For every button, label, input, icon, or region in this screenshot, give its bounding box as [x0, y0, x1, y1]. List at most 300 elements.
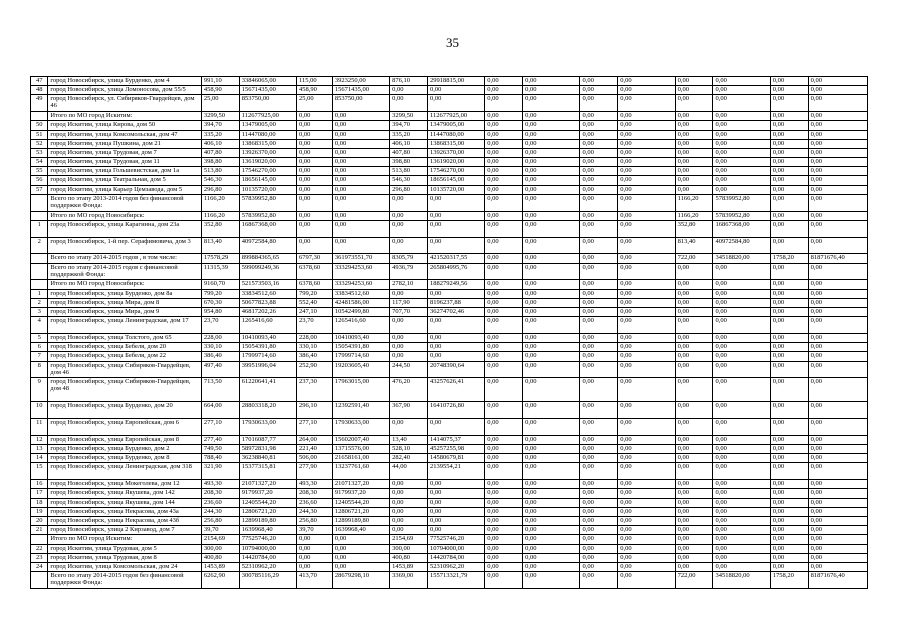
value-cell: 3299,50 [201, 112, 239, 121]
value-cell: 247,10 [297, 307, 333, 316]
value-cell: 0,00 [808, 454, 867, 463]
value-cell: 52310962,20 [239, 562, 296, 571]
value-cell: 17930633,00 [332, 419, 389, 436]
table-row [31, 77, 868, 86]
value-cell: 0,00 [808, 130, 867, 139]
value-cell: 0,00 [770, 535, 808, 544]
value-cell: 0,00 [675, 298, 713, 307]
row-number-cell: 56 [31, 176, 48, 185]
value-cell: 386,40 [201, 352, 239, 361]
value-cell: 0,00 [675, 480, 713, 489]
value-cell: 3369,00 [390, 572, 428, 589]
row-number-cell: 10 [31, 402, 48, 419]
row-number-cell: 1 [31, 289, 48, 298]
address-cell: город Искитим, улица Трудовая, дом 11 [48, 158, 201, 167]
value-cell: 277,10 [201, 419, 239, 436]
address-cell: город Искитим, улица Гольшевистская, дом 1а [48, 167, 201, 176]
row-number-cell [31, 112, 48, 121]
value-cell: 0,00 [713, 121, 770, 130]
value-cell: 0,00 [332, 562, 389, 571]
value-cell: 0,00 [485, 463, 523, 480]
value-cell: 1166,20 [201, 194, 239, 211]
value-cell: 34518820,00 [713, 254, 770, 263]
address-cell: Всего по этапу 2013-2014 годов без финансовой поддержки Фонда: [48, 194, 201, 211]
value-cell: 0,00 [808, 402, 867, 419]
value-cell: 0,00 [808, 220, 867, 237]
table-row [31, 544, 868, 553]
value-cell: 0,00 [808, 361, 867, 378]
value-cell: 0,00 [427, 220, 484, 237]
value-cell: 0,00 [485, 361, 523, 378]
value-cell: 112677925,00 [427, 112, 484, 121]
value-cell: 0,00 [770, 86, 808, 95]
value-cell: 117,90 [390, 298, 428, 307]
value-cell: 77525746,20 [239, 535, 296, 544]
value-cell: 0,00 [618, 86, 675, 95]
value-cell: 0,00 [618, 419, 675, 436]
table-row [31, 307, 868, 316]
value-cell: 0,00 [390, 289, 428, 298]
value-cell: 17999714,60 [239, 352, 296, 361]
value-cell: 0,00 [297, 211, 333, 220]
value-cell: 0,00 [675, 419, 713, 436]
table-row [31, 139, 868, 148]
value-cell: 0,00 [808, 378, 867, 402]
value-cell: 0,00 [332, 176, 389, 185]
value-cell: 16410726,80 [427, 402, 484, 419]
value-cell: 0,00 [713, 361, 770, 378]
value-cell: 0,00 [770, 435, 808, 444]
value-cell: 0,00 [808, 419, 867, 436]
value-cell: 236,60 [201, 498, 239, 507]
value-cell: 458,90 [201, 86, 239, 95]
value-cell: 10794000,00 [239, 544, 296, 553]
value-cell: 0,00 [580, 112, 618, 121]
value-cell: 0,00 [770, 112, 808, 121]
value-cell: 394,70 [201, 121, 239, 130]
value-cell: 0,00 [808, 562, 867, 571]
value-cell: 528,10 [390, 445, 428, 454]
value-cell: 0,00 [770, 562, 808, 571]
value-cell: 58972831,98 [239, 445, 296, 454]
value-cell: 0,00 [580, 419, 618, 436]
row-number-cell: 21 [31, 526, 48, 535]
table-row [31, 130, 868, 139]
value-cell: 0,00 [808, 307, 867, 316]
value-cell: 0,00 [580, 553, 618, 562]
value-cell: 421520317,55 [427, 254, 484, 263]
value-cell: 0,00 [523, 148, 580, 157]
value-cell: 0,00 [713, 507, 770, 516]
value-cell: 0,00 [770, 553, 808, 562]
value-cell: 0,00 [808, 298, 867, 307]
value-cell: 16867368,00 [239, 220, 296, 237]
value-cell: 0,00 [808, 121, 867, 130]
row-number-cell: 12 [31, 435, 48, 444]
value-cell: 13479005,00 [427, 121, 484, 130]
value-cell: 0,00 [808, 148, 867, 157]
value-cell: 9179937,20 [332, 489, 389, 498]
value-cell: 0,00 [427, 526, 484, 535]
value-cell: 57839952,80 [239, 194, 296, 211]
value-cell: 0,00 [523, 480, 580, 489]
value-cell: 506,00 [297, 454, 333, 463]
value-cell: 813,40 [675, 237, 713, 254]
address-cell: город Новосибирск, улица Бурденко, дом 8 [48, 454, 201, 463]
row-number-cell [31, 263, 48, 280]
value-cell: 0,00 [770, 176, 808, 185]
value-cell: 155713321,79 [427, 572, 484, 589]
value-cell: 10542499,80 [332, 307, 389, 316]
value-cell: 0,00 [770, 139, 808, 148]
value-cell: 330,10 [297, 343, 333, 352]
value-cell: 208,30 [297, 489, 333, 498]
value-cell: 0,00 [675, 167, 713, 176]
value-cell: 300785116,29 [239, 572, 296, 589]
value-cell: 0,00 [770, 121, 808, 130]
address-cell: город Искитим, улица Трудовая, дом 8 [48, 553, 201, 562]
value-cell: 34518820,00 [713, 572, 770, 589]
row-number-cell: 9 [31, 378, 48, 402]
address-cell: город Новосибирск, улица 2 Кирзавод, дом 7 [48, 526, 201, 535]
value-cell: 0,00 [713, 526, 770, 535]
address-cell: город Новосибирск, 1-й пер. Серафимовича, дом 3 [48, 237, 201, 254]
value-cell: 3299,50 [390, 112, 428, 121]
value-cell: 81871676,40 [808, 572, 867, 589]
value-cell: 11315,39 [201, 263, 239, 280]
value-cell: 0,00 [297, 553, 333, 562]
value-cell: 0,00 [770, 158, 808, 167]
value-cell: 33834512,60 [239, 289, 296, 298]
value-cell: 0,00 [523, 454, 580, 463]
value-cell: 0,00 [485, 121, 523, 130]
table-row [31, 254, 868, 263]
table-row [31, 445, 868, 454]
value-cell: 0,00 [618, 220, 675, 237]
value-cell: 0,00 [618, 553, 675, 562]
value-cell: 300,00 [201, 544, 239, 553]
value-cell: 0,00 [390, 498, 428, 507]
value-cell: 0,00 [808, 517, 867, 526]
value-cell: 0,00 [580, 507, 618, 516]
value-cell: 788,40 [201, 454, 239, 463]
table-row [31, 489, 868, 498]
value-cell: 0,00 [770, 298, 808, 307]
value-cell: 0,00 [808, 185, 867, 194]
value-cell: 0,00 [523, 435, 580, 444]
address-cell: Итого по МО город Новосибирск: [48, 211, 201, 220]
value-cell: 0,00 [297, 148, 333, 157]
value-cell: 0,00 [675, 77, 713, 86]
value-cell: 0,00 [713, 352, 770, 361]
value-cell: 0,00 [675, 130, 713, 139]
value-cell: 16867368,00 [713, 220, 770, 237]
table-row [31, 237, 868, 254]
value-cell: 0,00 [485, 419, 523, 436]
value-cell: 0,00 [618, 435, 675, 444]
row-number-cell: 14 [31, 454, 48, 463]
value-cell: 749,50 [201, 445, 239, 454]
value-cell: 0,00 [580, 562, 618, 571]
address-cell: город Новосибирск, улица Ленинградская, дом 318 [48, 463, 201, 480]
value-cell: 0,00 [523, 289, 580, 298]
value-cell: 0,00 [618, 298, 675, 307]
value-cell: 0,00 [485, 194, 523, 211]
address-cell: город Новосибирск, улица Европейская, дом 6 [48, 419, 201, 436]
value-cell: 1639968,40 [239, 526, 296, 535]
value-cell: 0,00 [390, 419, 428, 436]
value-cell: 0,00 [618, 280, 675, 289]
value-cell: 0,00 [618, 402, 675, 419]
value-cell: 6262,90 [201, 572, 239, 589]
value-cell: 29918815,00 [427, 77, 484, 86]
value-cell: 15377315,81 [239, 463, 296, 480]
value-cell: 18656145,00 [239, 176, 296, 185]
value-cell: 0,00 [580, 121, 618, 130]
value-cell: 0,00 [713, 148, 770, 157]
value-cell: 0,00 [523, 194, 580, 211]
value-cell: 50677823,88 [239, 298, 296, 307]
value-cell: 296,10 [297, 402, 333, 419]
value-cell: 12405544,20 [239, 498, 296, 507]
value-cell: 0,00 [618, 562, 675, 571]
value-cell: 0,00 [618, 378, 675, 402]
value-cell: 0,00 [580, 435, 618, 444]
value-cell: 12899189,80 [239, 517, 296, 526]
value-cell: 0,00 [523, 553, 580, 562]
value-cell: 20748390,64 [427, 361, 484, 378]
value-cell: 0,00 [580, 211, 618, 220]
value-cell: 0,00 [770, 402, 808, 419]
value-cell: 0,00 [618, 352, 675, 361]
value-cell: 0,00 [523, 254, 580, 263]
table-row [31, 112, 868, 121]
value-cell: 10135720,00 [239, 185, 296, 194]
value-cell: 0,00 [485, 307, 523, 316]
value-cell: 0,00 [618, 130, 675, 139]
value-cell: 813,40 [201, 237, 239, 254]
address-cell: Итого по МО город Искитим: [48, 112, 201, 121]
value-cell: 0,00 [618, 139, 675, 148]
value-cell: 0,00 [770, 526, 808, 535]
value-cell: 0,00 [770, 289, 808, 298]
value-cell: 0,00 [485, 572, 523, 589]
value-cell: 0,00 [675, 361, 713, 378]
value-cell: 39,70 [201, 526, 239, 535]
value-cell: 0,00 [580, 544, 618, 553]
value-cell: 0,00 [770, 77, 808, 86]
value-cell: 335,20 [201, 130, 239, 139]
value-cell: 0,00 [485, 289, 523, 298]
value-cell: 0,00 [713, 378, 770, 402]
value-cell: 0,00 [523, 158, 580, 167]
address-cell: Всего по этапу 2014-2015 годов , в том числе: [48, 254, 201, 263]
value-cell: 0,00 [427, 95, 484, 112]
value-cell: 0,00 [675, 544, 713, 553]
value-cell: 0,00 [485, 507, 523, 516]
address-cell: город Новосибирск, улица Сибиряков-Гвардейцев, дом 48 [48, 378, 201, 402]
value-cell: 228,00 [297, 333, 333, 342]
value-cell: 0,00 [485, 77, 523, 86]
value-cell: 0,00 [390, 220, 428, 237]
address-cell: город Новосибирск, улица Мира, дом 9 [48, 307, 201, 316]
value-cell: 0,00 [675, 289, 713, 298]
value-cell: 0,00 [485, 95, 523, 112]
value-cell: 0,00 [297, 176, 333, 185]
value-cell: 0,00 [523, 185, 580, 194]
value-cell: 0,00 [713, 463, 770, 480]
value-cell: 0,00 [808, 289, 867, 298]
value-cell: 264,00 [297, 435, 333, 444]
value-cell: 4936,79 [390, 263, 428, 280]
value-cell: 0,00 [485, 535, 523, 544]
value-cell: 43257626,41 [427, 378, 484, 402]
value-cell: 0,00 [297, 194, 333, 211]
value-cell: 17546270,00 [239, 167, 296, 176]
value-cell: 853750,00 [239, 95, 296, 112]
value-cell: 0,00 [713, 77, 770, 86]
row-number-cell: 11 [31, 419, 48, 436]
table-row [31, 454, 868, 463]
value-cell: 0,00 [675, 121, 713, 130]
value-cell: 14420784,00 [427, 553, 484, 562]
value-cell: 0,00 [713, 343, 770, 352]
table-row [31, 562, 868, 571]
row-number-cell [31, 211, 48, 220]
value-cell: 0,00 [675, 553, 713, 562]
value-cell: 0,00 [618, 526, 675, 535]
value-cell: 546,30 [390, 176, 428, 185]
value-cell: 722,00 [675, 572, 713, 589]
address-cell: город Новосибирск, улица Сибиряков-Гвардейцев, дом 46 [48, 361, 201, 378]
value-cell: 0,00 [770, 361, 808, 378]
value-cell: 330,10 [201, 343, 239, 352]
value-cell: 0,00 [808, 77, 867, 86]
value-cell: 0,00 [713, 498, 770, 507]
value-cell: 0,00 [808, 167, 867, 176]
value-cell: 77525746,20 [427, 535, 484, 544]
value-cell: 13619020,00 [239, 158, 296, 167]
value-cell: 0,00 [332, 544, 389, 553]
value-cell: 899884365,65 [239, 254, 296, 263]
value-cell: 282,40 [390, 454, 428, 463]
value-cell: 28679298,10 [332, 572, 389, 589]
row-number-cell [31, 535, 48, 544]
value-cell: 18656145,00 [427, 176, 484, 185]
value-cell: 8196237,88 [427, 298, 484, 307]
value-cell: 0,00 [618, 211, 675, 220]
value-cell: 0,00 [770, 489, 808, 498]
table-row [31, 402, 868, 419]
value-cell: 46817202,26 [239, 307, 296, 316]
value-cell: 36238840,81 [239, 454, 296, 463]
value-cell: 10135720,00 [427, 185, 484, 194]
value-cell: 0,00 [618, 176, 675, 185]
value-cell: 0,00 [332, 121, 389, 130]
value-cell: 0,00 [713, 298, 770, 307]
value-cell: 0,00 [713, 130, 770, 139]
value-cell: 0,00 [770, 280, 808, 289]
row-number-cell: 55 [31, 167, 48, 176]
value-cell: 0,00 [713, 480, 770, 489]
value-cell: 57839952,80 [713, 211, 770, 220]
value-cell: 0,00 [523, 130, 580, 139]
value-cell: 3923250,00 [332, 77, 389, 86]
value-cell: 0,00 [580, 535, 618, 544]
value-cell: 0,00 [390, 317, 428, 334]
value-cell: 0,00 [675, 445, 713, 454]
value-cell: 0,00 [713, 454, 770, 463]
value-cell: 799,20 [201, 289, 239, 298]
value-cell: 0,00 [523, 562, 580, 571]
address-cell: город Искитим, улица Комсомольская, дом 47 [48, 130, 201, 139]
address-cell: город Новосибирск, улица Бурденко, дом 8а [48, 289, 201, 298]
value-cell: 1453,89 [201, 562, 239, 571]
value-cell: 991,10 [201, 77, 239, 86]
value-cell: 17578,29 [201, 254, 239, 263]
value-cell: 0,00 [618, 544, 675, 553]
value-cell: 0,00 [580, 333, 618, 342]
value-cell: 0,00 [485, 139, 523, 148]
value-cell: 0,00 [808, 489, 867, 498]
address-cell: Итого по МО город Новосибирск: [48, 280, 201, 289]
value-cell: 400,80 [390, 553, 428, 562]
value-cell: 1166,20 [675, 194, 713, 211]
value-cell: 0,00 [523, 280, 580, 289]
value-cell: 0,00 [808, 317, 867, 334]
value-cell: 0,00 [580, 480, 618, 489]
value-cell: 0,00 [770, 463, 808, 480]
value-cell: 0,00 [332, 130, 389, 139]
value-cell: 799,20 [297, 289, 333, 298]
value-cell: 0,00 [808, 343, 867, 352]
value-cell: 0,00 [485, 489, 523, 498]
value-cell: 0,00 [770, 317, 808, 334]
value-cell: 0,00 [485, 298, 523, 307]
value-cell: 6797,30 [297, 254, 333, 263]
value-cell: 0,00 [523, 526, 580, 535]
row-number-cell: 23 [31, 553, 48, 562]
value-cell: 0,00 [427, 317, 484, 334]
value-cell: 0,00 [485, 130, 523, 139]
value-cell: 277,10 [297, 419, 333, 436]
table-row [31, 480, 868, 489]
row-number-cell: 57 [31, 185, 48, 194]
value-cell: 0,00 [580, 454, 618, 463]
value-cell: 0,00 [485, 562, 523, 571]
value-cell: 0,00 [580, 352, 618, 361]
value-cell: 0,00 [485, 480, 523, 489]
value-cell: 0,00 [770, 378, 808, 402]
table-row [31, 280, 868, 289]
value-cell: 0,00 [580, 220, 618, 237]
value-cell: 0,00 [618, 307, 675, 316]
value-cell: 0,00 [808, 535, 867, 544]
value-cell: 0,00 [618, 535, 675, 544]
value-cell: 0,00 [297, 130, 333, 139]
value-cell: 0,00 [770, 263, 808, 280]
value-cell: 0,00 [485, 254, 523, 263]
value-cell: 33834512,60 [332, 289, 389, 298]
value-cell: 0,00 [713, 95, 770, 112]
value-cell: 0,00 [713, 158, 770, 167]
value-cell: 0,00 [675, 148, 713, 157]
value-cell: 0,00 [618, 167, 675, 176]
address-cell: Итого по МО город Искитим: [48, 535, 201, 544]
value-cell: 13868315,00 [427, 139, 484, 148]
value-cell: 19203605,40 [332, 361, 389, 378]
value-cell: 0,00 [580, 95, 618, 112]
